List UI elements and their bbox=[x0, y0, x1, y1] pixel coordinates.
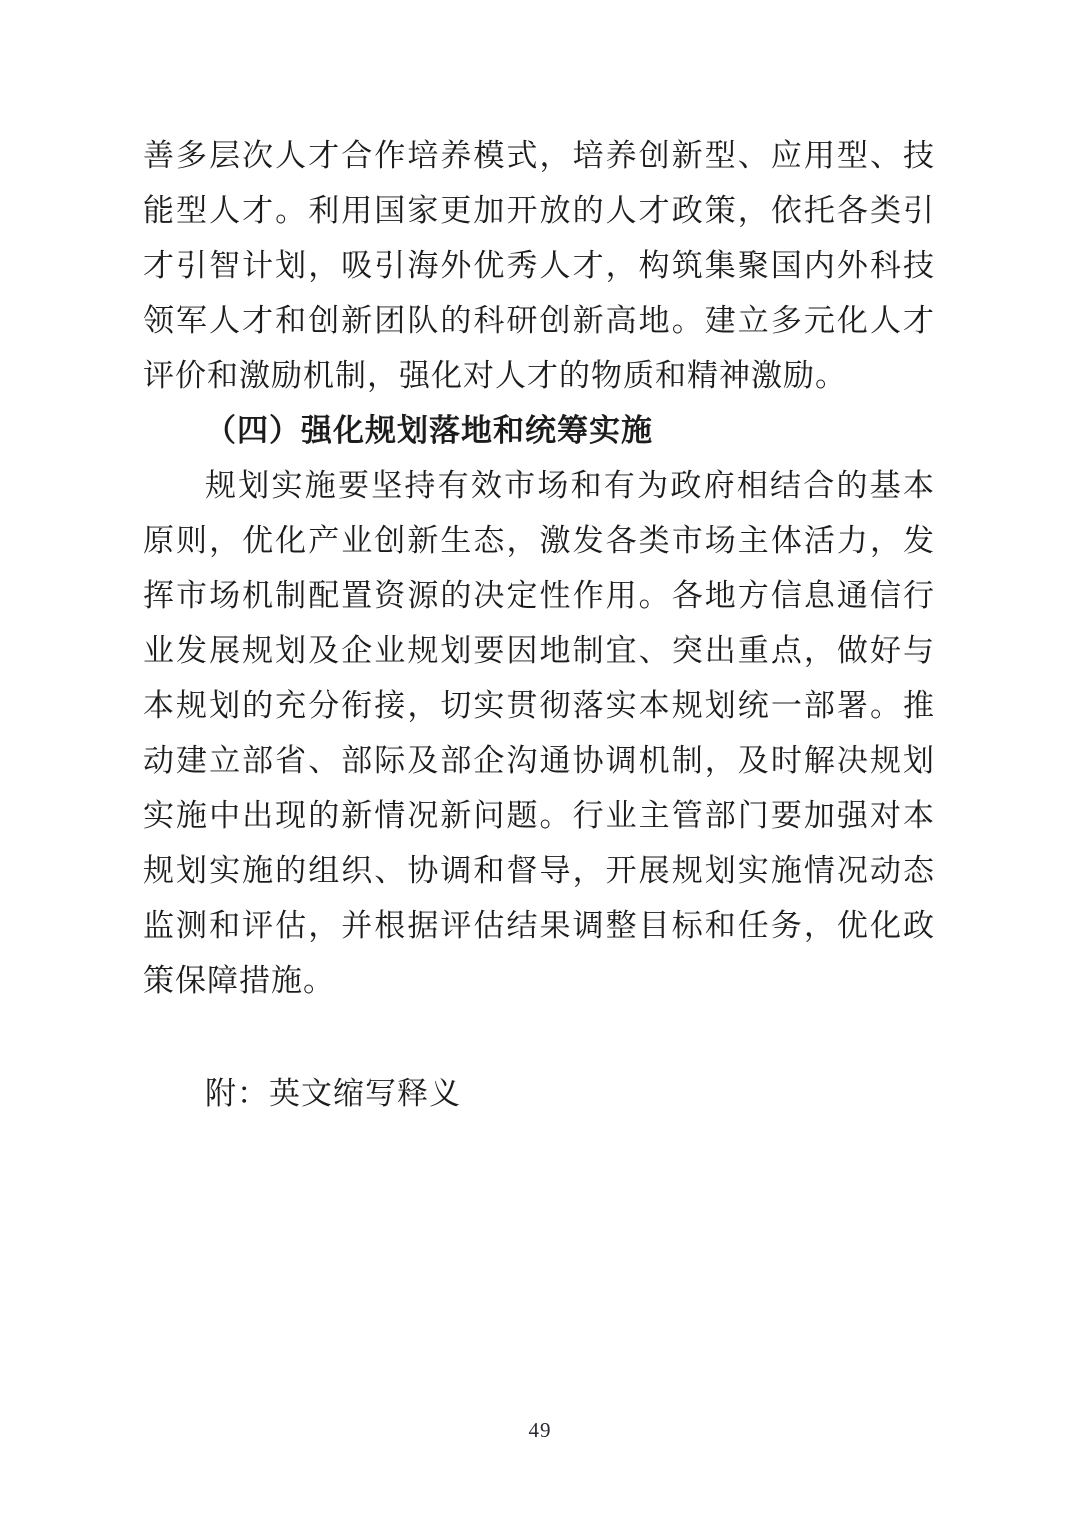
paragraph-talent-continuation: 善多层次人才合作培养模式，培养创新型、应用型、技能型人才。利用国家更加开放的人才政策，依托各类引才引智计划，吸引海外优秀人才，构筑集聚国内外科技领军人才和创新团队的科研创新高地。建立多元化人才评价和激励机制，强化对人才的物质和精神激励。 bbox=[143, 138, 935, 393]
paragraph-plan-implementation: 规划实施要坚持有效市场和有为政府相结合的基本原则，优化产业创新生态，激发各类市场主体活力，发挥市场机制配置资源的决定性作用。各地方信息通信行业发展规划及企业规划要因地制宜、突出重点，做好与本规划的充分衔接，切实贯彻落实本规划统一部署。推动建立部省、部际及部企沟通协调机制，及时解决规划实施中出现的新情况新问题。行业主管部门要加强对本规划实施的组织、协调和督导，开展规划实施情况动态监测和评估，并根据评估结果调整目标和任务，优化政策保障措施。 bbox=[143, 468, 935, 998]
page-number: 49 bbox=[528, 1418, 552, 1442]
text-block bbox=[143, 128, 935, 1121]
section-heading: （四）强化规划落地和统筹实施 bbox=[205, 413, 653, 448]
attachment-note: 附：英文缩写释义 bbox=[205, 1076, 461, 1111]
